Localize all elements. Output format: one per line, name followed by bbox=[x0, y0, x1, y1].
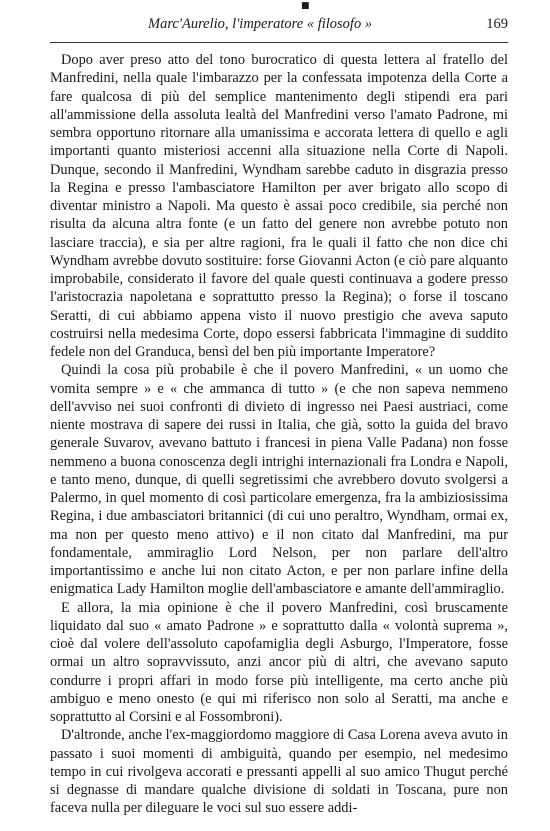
paragraph: Dopo aver preso atto del tono burocratico di questa lettera al fratello del Manfredini, nella quale l'imbarazzo per la confessata impotenza della Corte a fare qualcosa di più del semplice mantenimento degli stipendi era pari all'ammissione della assoluta lealtà del Manfredini verso l'amato Padrone, mi sembra opportuno ritornare alla umanissima e accorata lettera di quello e agli importanti quanto misteriosi accenni alla situazione nella Corte di Napoli. Dunque, secondo il Manfredini, Wyndham sarebbe caduto in disgrazia presso la Regina e presso l'ambasciatore Hamilton per aver brigato allo scopo di diventar ministro a Napoli. Ma questo è assai poco credibile, sia perché non risulta da alcuna altra fonte (e un fatto del genere non avrebbe potuto non lasciare traccia), e sia per altre ragioni, fra le quali il fatto che non dice chi Wyndham avrebbe dovuto sostituire: forse Giovanni Acton (e ciò pare alquanto improbabile, considerato il favore del quale questi continuava a godere presso l'aristocrazia napoletana e soprattutto presso la Regina); o forse il toscano Seratti, di cui abbiamo appena visto il nuovo prestigio che aveva saputo costruirsi nella medesima Corte, dopo essersi fabbricata l'immagine di suddito fedele non del Granduca, bensì del ben più importante Imperatore? bbox=[50, 52, 508, 360]
paragraph: D'altronde, anche l'ex-maggiordomo maggiore di Casa Lorena aveva avuto in passato i suoi momenti di ambiguità, quando per esempio, nel medesimo tempo in cui rivolgeva accorati e pressanti appelli al suo amico Thugut perché si degnasse di mandare qualche divisione di soldati in Toscana, pure non faceva nulla per dileguare le voci sul suo essere addi- bbox=[50, 727, 508, 817]
page-number: 169 bbox=[486, 16, 508, 32]
paragraph: Quindi la cosa più probabile è che il povero Manfredini, « un uomo che vomita sempre » e « che ammanca di tutto » (e che non sapeva nemmeno dell'avviso nei suoi confronti di divieto di ingresso nei Paesi austriaci, come niente mostrava di sapere dei russi in Italia, che già, sotto la guida del bravo generale Suvarov, avevano battuto i francesi in piena Valle Padana) non fosse nemmeno a buona conoscenza degli intrighi internazionali fra Londra e Napoli, e tanto meno, dunque, di quelli segretissimi che avrebbero dovuto svolgersi a Palermo, in quel momento di così particolare emergenza, fra la ambiziosissima Regina, i due ambasciatori britannici (di cui uno peraltro, Wyndham, ormai ex, ma non per questo meno attivo) e il non citato dal Manfredini, ma pur fondamentale, ammiraglio Lord Nelson, per non parlare dell'altro importantissimo e anche lui non citato Acton, e per non parlare infine della enigmatica Lady Hamilton moglie dell'ambasciatore e amante dell'ammiraglio. bbox=[50, 362, 508, 598]
running-title: Marc'Aurelio, l'imperatore « filosofo » bbox=[148, 16, 373, 32]
body-text bbox=[50, 51, 508, 818]
header-mark: ■ bbox=[301, 1, 311, 11]
page-header bbox=[50, 1, 508, 43]
paragraph: E allora, la mia opinione è che il povero Manfredini, così bruscamente liquidato dal suo « amato Padrone » e soprattutto dalla « volontà suprema », cioè dal volere dell'assoluto capofamiglia degli Asburgo, l'Imperatore, fosse ormai un altro sopravvissuto, anzi ancor più di altri, che avevano saputo condurre i propri affari in modo forse più intelligente, ma certo anche più ambiguo e meno onesto (e qui mi riferisco non solo al Seratti, ma anche e soprattutto al Corsini e al Fossombroni). bbox=[50, 599, 508, 725]
